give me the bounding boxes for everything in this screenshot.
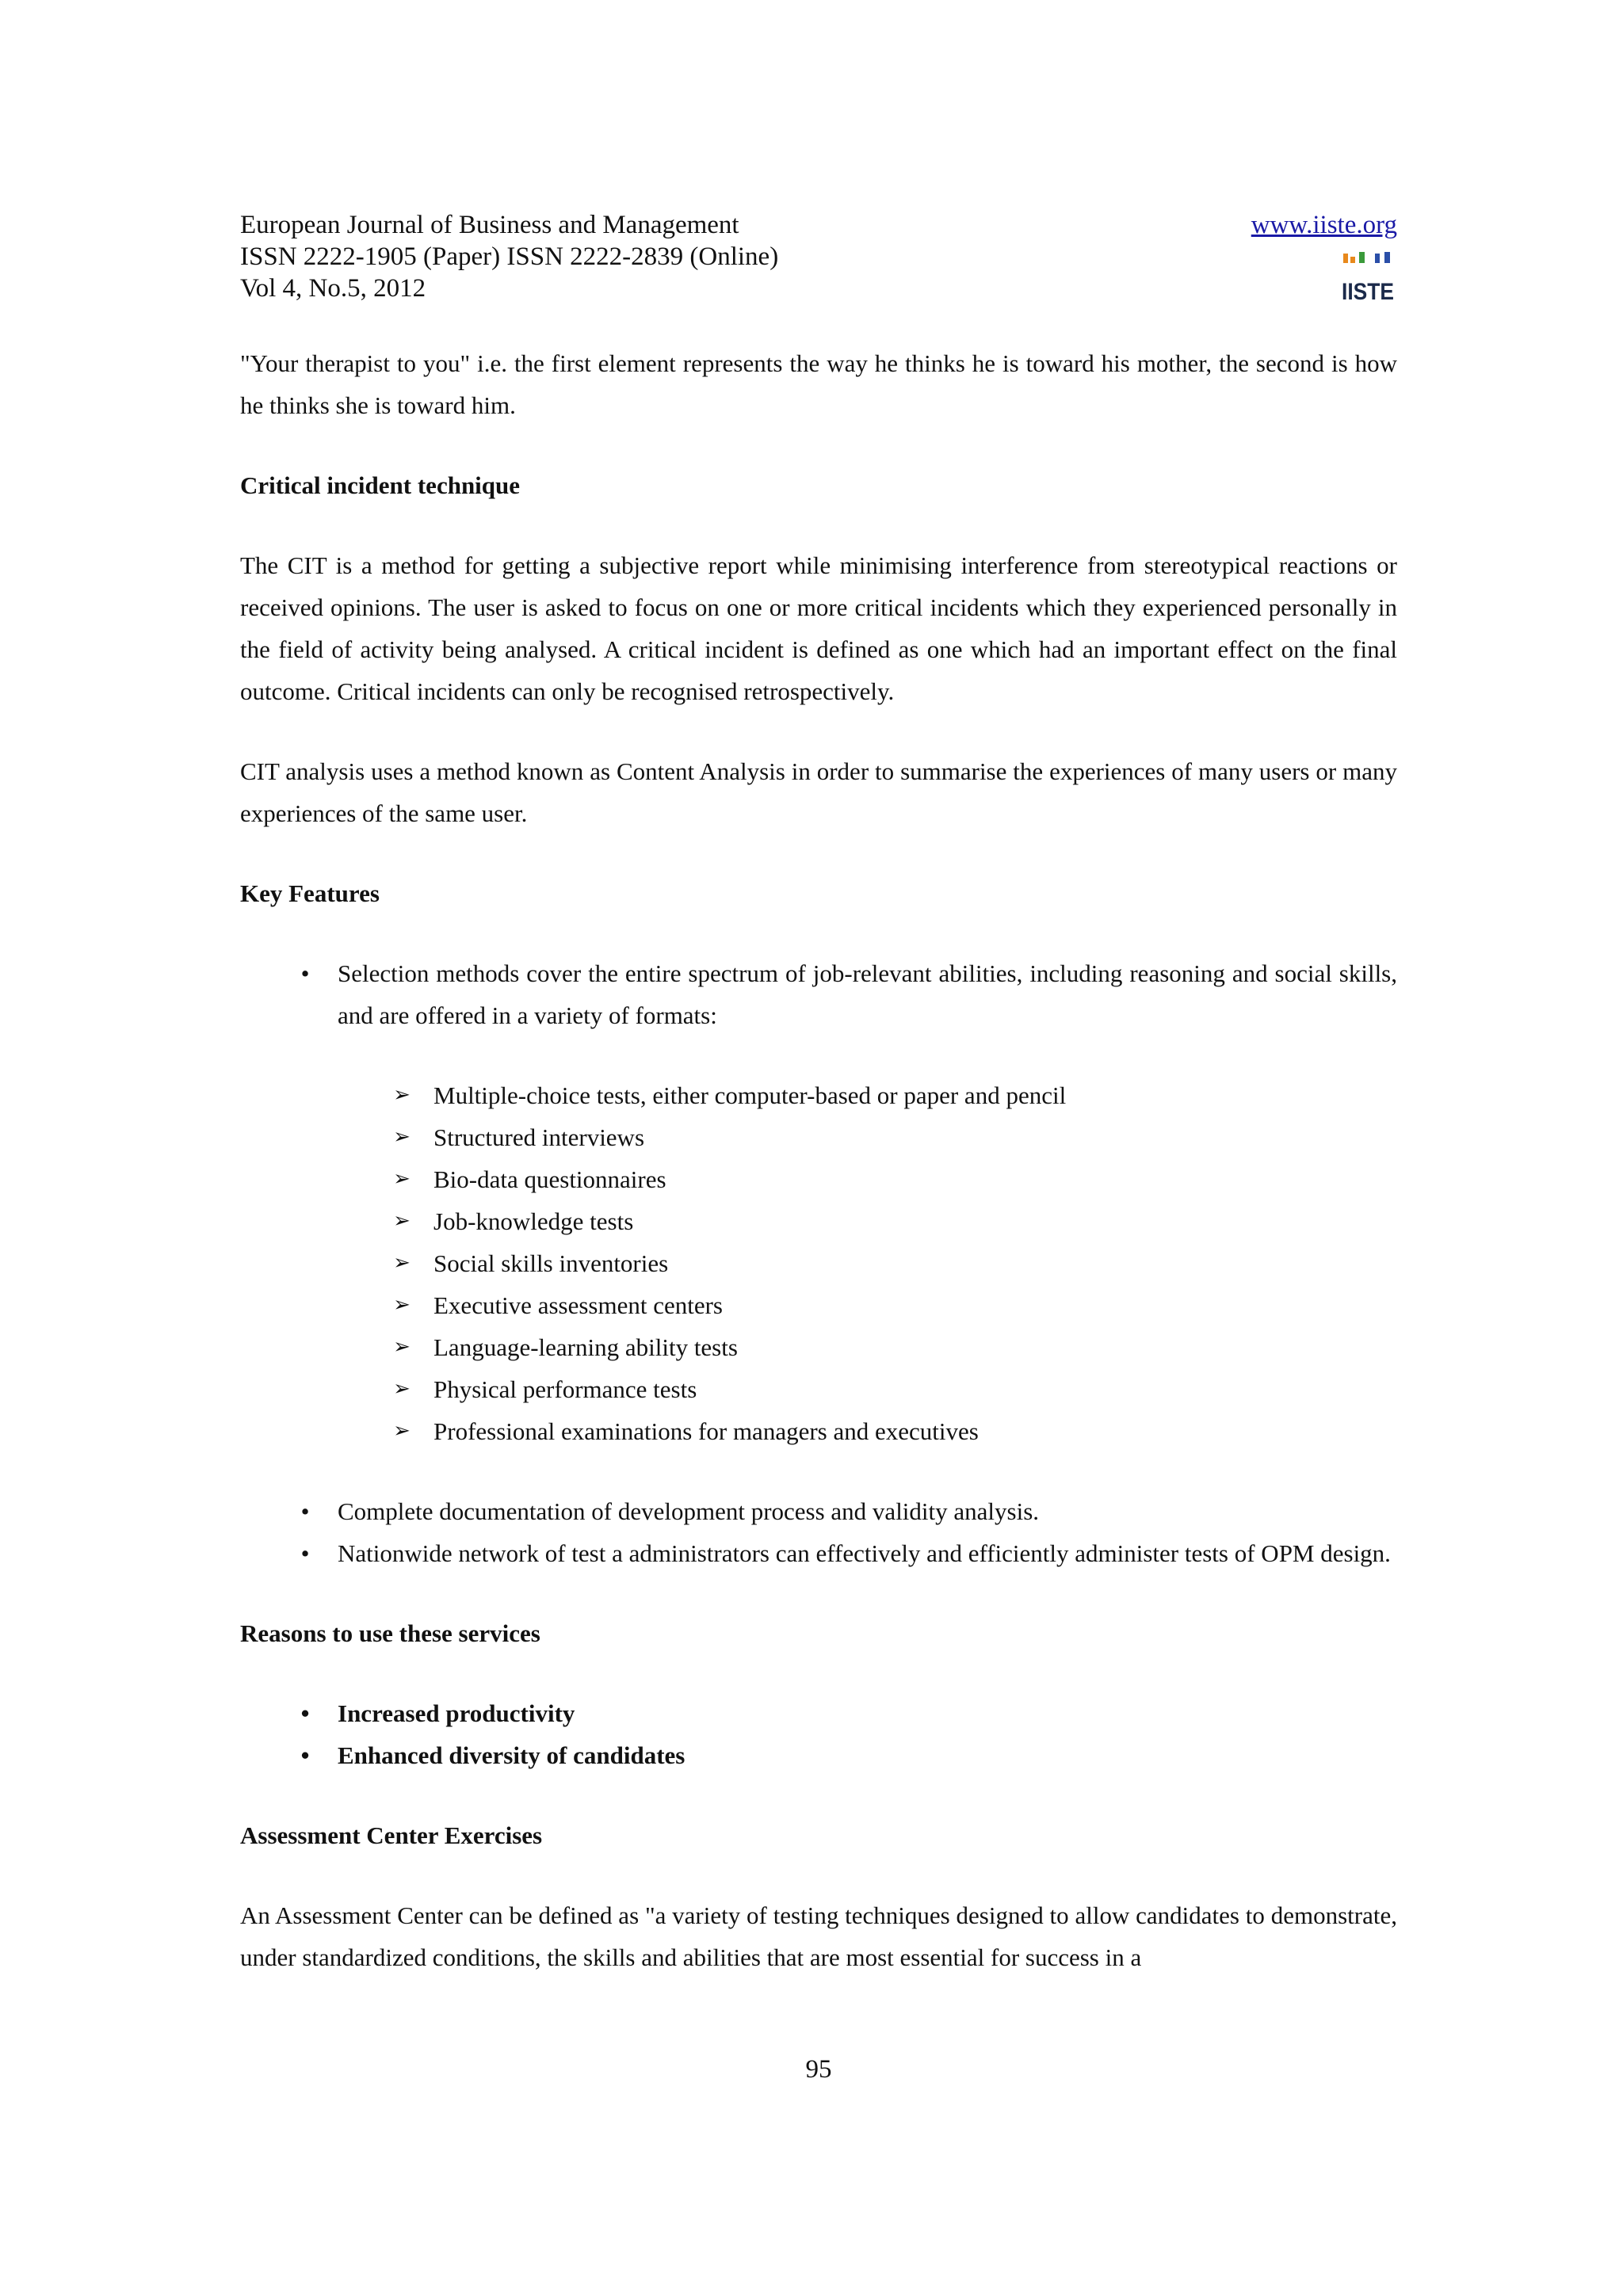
cit-paragraph-2: CIT analysis uses a method known as Content Analysis in order to summarise the experiences of many users or many experiences of the same user.: [240, 757, 1397, 827]
cit-heading: Critical incident technique: [240, 471, 521, 499]
list-item: [240, 1200, 1397, 1242]
arrow-bullet-icon: ➢: [393, 1167, 411, 1191]
intro-paragraph: "Your therapist to you" i.e. the first element represents the way he thinks he is toward his mother, the second is how he thinks she is toward him.: [240, 349, 1397, 419]
format-text: Multiple-choice tests, either computer-based or paper and pencil: [433, 1081, 1067, 1109]
reasons-list: [240, 1692, 1397, 1776]
bullet-text: Nationwide network of test a administrators can effectively and efficiently administer tests of OPM design.: [338, 1539, 1391, 1567]
list-item: [240, 1074, 1397, 1116]
iiste-logo: [1340, 252, 1396, 306]
list-item: [240, 1532, 1397, 1574]
arrow-bullet-icon: ➢: [393, 1377, 411, 1401]
format-text: Professional examinations for managers and executives: [433, 1417, 979, 1445]
arrow-bullet-icon: ➢: [393, 1335, 411, 1359]
bullet-text: Complete documentation of development process and validity analysis.: [338, 1497, 1040, 1525]
assessment-heading: Assessment Center Exercises: [240, 1821, 543, 1849]
list-item: [240, 1242, 1397, 1284]
list-item: [240, 1284, 1397, 1326]
list-item: [240, 1490, 1397, 1532]
assessment-paragraph: An Assessment Center can be defined as "a variety of testing techniques designed to allow candidates to demonstrate, under standardized conditions, the skills and abilities that are most essential for success in a: [240, 1901, 1397, 1971]
arrow-bullet-icon: ➢: [393, 1125, 411, 1149]
bullet-icon: •: [300, 1539, 310, 1567]
page-header: [240, 209, 1397, 304]
formats-list: [240, 1074, 1397, 1452]
logo-text: IISTE: [1342, 279, 1394, 305]
list-item: [240, 1692, 1397, 1734]
arrow-bullet-icon: ➢: [393, 1251, 411, 1275]
bullet-icon: •: [300, 959, 310, 987]
volume-line: Vol 4, No.5, 2012: [240, 274, 426, 303]
page-number: 95: [805, 2055, 832, 2084]
journal-title: European Journal of Business and Management: [240, 211, 739, 239]
key-features-list: [240, 952, 1397, 1036]
format-text: Bio-data questionnaires: [433, 1165, 666, 1193]
list-item: [240, 1326, 1397, 1368]
format-text: Social skills inventories: [433, 1249, 669, 1277]
issn-line: ISSN 2222-1905 (Paper) ISSN 2222-2839 (Online): [240, 242, 779, 271]
bullet-icon: •: [300, 1699, 310, 1727]
format-text: Language-learning ability tests: [433, 1333, 738, 1361]
cit-paragraph-1: The CIT is a method for getting a subjective report while minimising interference from stereotypical reactions or received opinions. The user is asked to focus on one or more critical incidents which they experienced personally in the field of activity being analysed. A critical incident is defined as one which had an important effect on the final outcome. Critical incidents can only be recognised retrospectively.: [240, 551, 1397, 705]
list-item: [240, 1158, 1397, 1200]
list-item: [240, 1368, 1397, 1410]
journal-page: [240, 0, 1397, 2296]
arrow-bullet-icon: ➢: [393, 1209, 411, 1233]
format-text: Job-knowledge tests: [433, 1207, 634, 1235]
key-features-list-2: [240, 1490, 1397, 1574]
bullet-icon: •: [300, 1497, 310, 1525]
list-item: [240, 1734, 1397, 1776]
format-text: Executive assessment centers: [433, 1291, 723, 1319]
reasons-heading: Reasons to use these services: [240, 1619, 540, 1647]
list-item: [240, 1410, 1397, 1452]
arrow-bullet-icon: ➢: [393, 1419, 411, 1443]
format-text: Structured interviews: [433, 1123, 645, 1151]
arrow-bullet-icon: ➢: [393, 1293, 411, 1317]
bullet-icon: •: [300, 1741, 310, 1769]
format-text: Physical performance tests: [433, 1375, 697, 1403]
website-link[interactable]: www.iiste.org: [1251, 211, 1397, 239]
page-body: [240, 342, 1397, 1978]
key-features-heading: Key Features: [240, 879, 380, 907]
list-item: [240, 952, 1397, 1036]
bullet-text: Selection methods cover the entire spectrum of job-relevant abilities, including reasoning and social skills, and are offered in a variety of formats:: [338, 959, 1397, 1029]
arrow-bullet-icon: ➢: [393, 1083, 411, 1107]
reason-text: Enhanced diversity of candidates: [338, 1741, 685, 1769]
reason-text: Increased productivity: [338, 1699, 575, 1727]
list-item: [240, 1116, 1397, 1158]
